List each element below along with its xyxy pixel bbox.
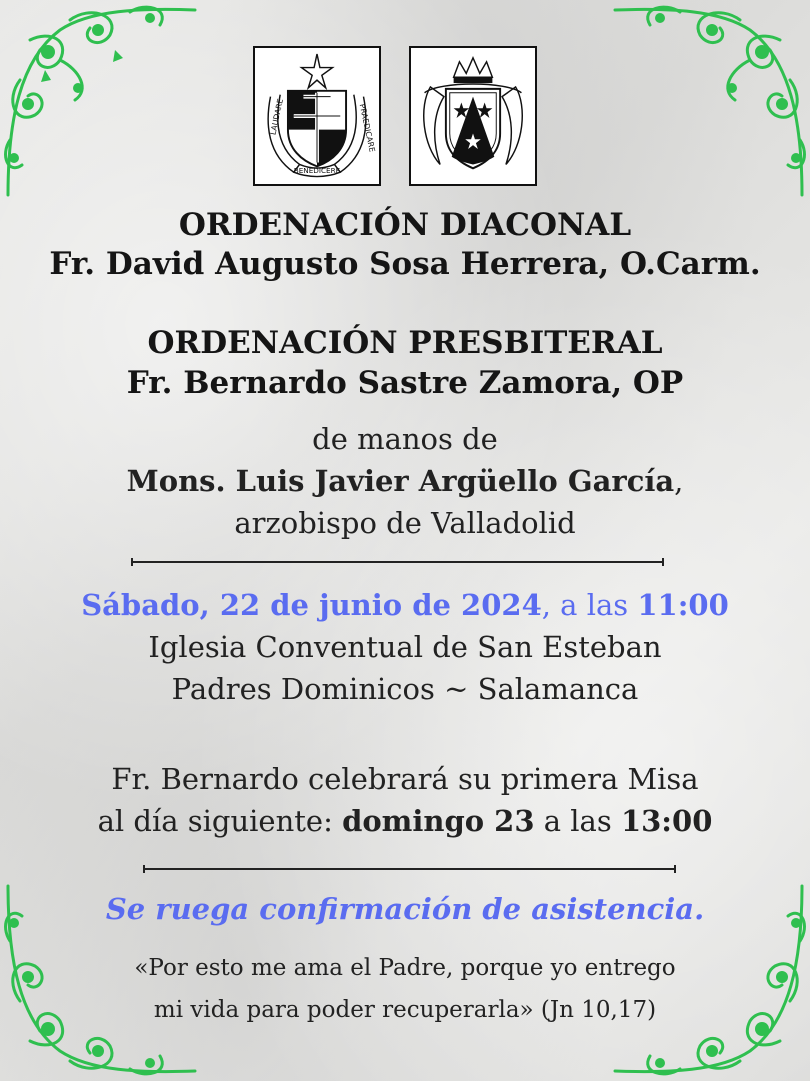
- divider-bottom: [143, 868, 676, 870]
- floral-ornament-top-left: [0, 0, 200, 200]
- officiant-name-suffix: ,: [674, 464, 684, 498]
- dominican-shield-icon: [255, 48, 379, 184]
- motto-right: PRAEDICARE: [357, 102, 377, 153]
- first-mass-time: 13:00: [620, 804, 713, 838]
- rsvp-text: Se ruega confirmación de asistencia.: [105, 892, 705, 926]
- floral-icon: [610, 0, 810, 200]
- presbiteral-title: ORDENACIÓN PRESBITERAL: [147, 325, 663, 361]
- event-time: 11:00: [637, 588, 729, 622]
- motto-bottom: BENEDICERE: [293, 166, 341, 176]
- event-place-line2: Padres Dominicos ~ Salamanca: [171, 672, 639, 706]
- event-datetime: [0, 588, 810, 622]
- first-mass-mid: a las: [534, 804, 621, 838]
- divider-top: [131, 561, 664, 563]
- event-date-sep: , a las: [541, 588, 638, 622]
- quote-line1: «Por esto me ama el Padre, porque yo entrego: [134, 955, 676, 981]
- officiant-name: Mons. Luis Javier Argüello García: [126, 464, 675, 498]
- officiant-title: arzobispo de Valladolid: [234, 506, 576, 540]
- officiant-intro: de manos de: [312, 422, 498, 456]
- motto-left: LAUDARE: [268, 97, 285, 136]
- officiant-line: [0, 464, 810, 498]
- first-mass-prefix: al día siguiente:: [97, 804, 343, 838]
- diaconal-name: Fr. David Augusto Sosa Herrera, O.Carm.: [49, 246, 761, 282]
- carmelite-shield-icon: [411, 48, 535, 184]
- first-mass-line1: Fr. Bernardo celebrará su primera Misa: [111, 762, 699, 796]
- quote-line2: mi vida para poder recuperarla» (Jn 10,17): [153, 997, 657, 1023]
- event-date: Sábado, 22 de junio de 2024: [81, 588, 542, 622]
- first-mass-day: domingo 23: [342, 804, 535, 838]
- floral-ornament-top-right: [610, 0, 810, 200]
- diaconal-title: ORDENACIÓN DIACONAL: [178, 207, 632, 243]
- event-place-line1: Iglesia Conventual de San Esteban: [148, 630, 662, 664]
- dominican-crest: [253, 46, 381, 186]
- carmelite-crest: [409, 46, 537, 186]
- floral-icon: [0, 0, 200, 200]
- presbiteral-name: Fr. Bernardo Sastre Zamora, OP: [126, 365, 684, 401]
- first-mass-line2: [0, 804, 810, 838]
